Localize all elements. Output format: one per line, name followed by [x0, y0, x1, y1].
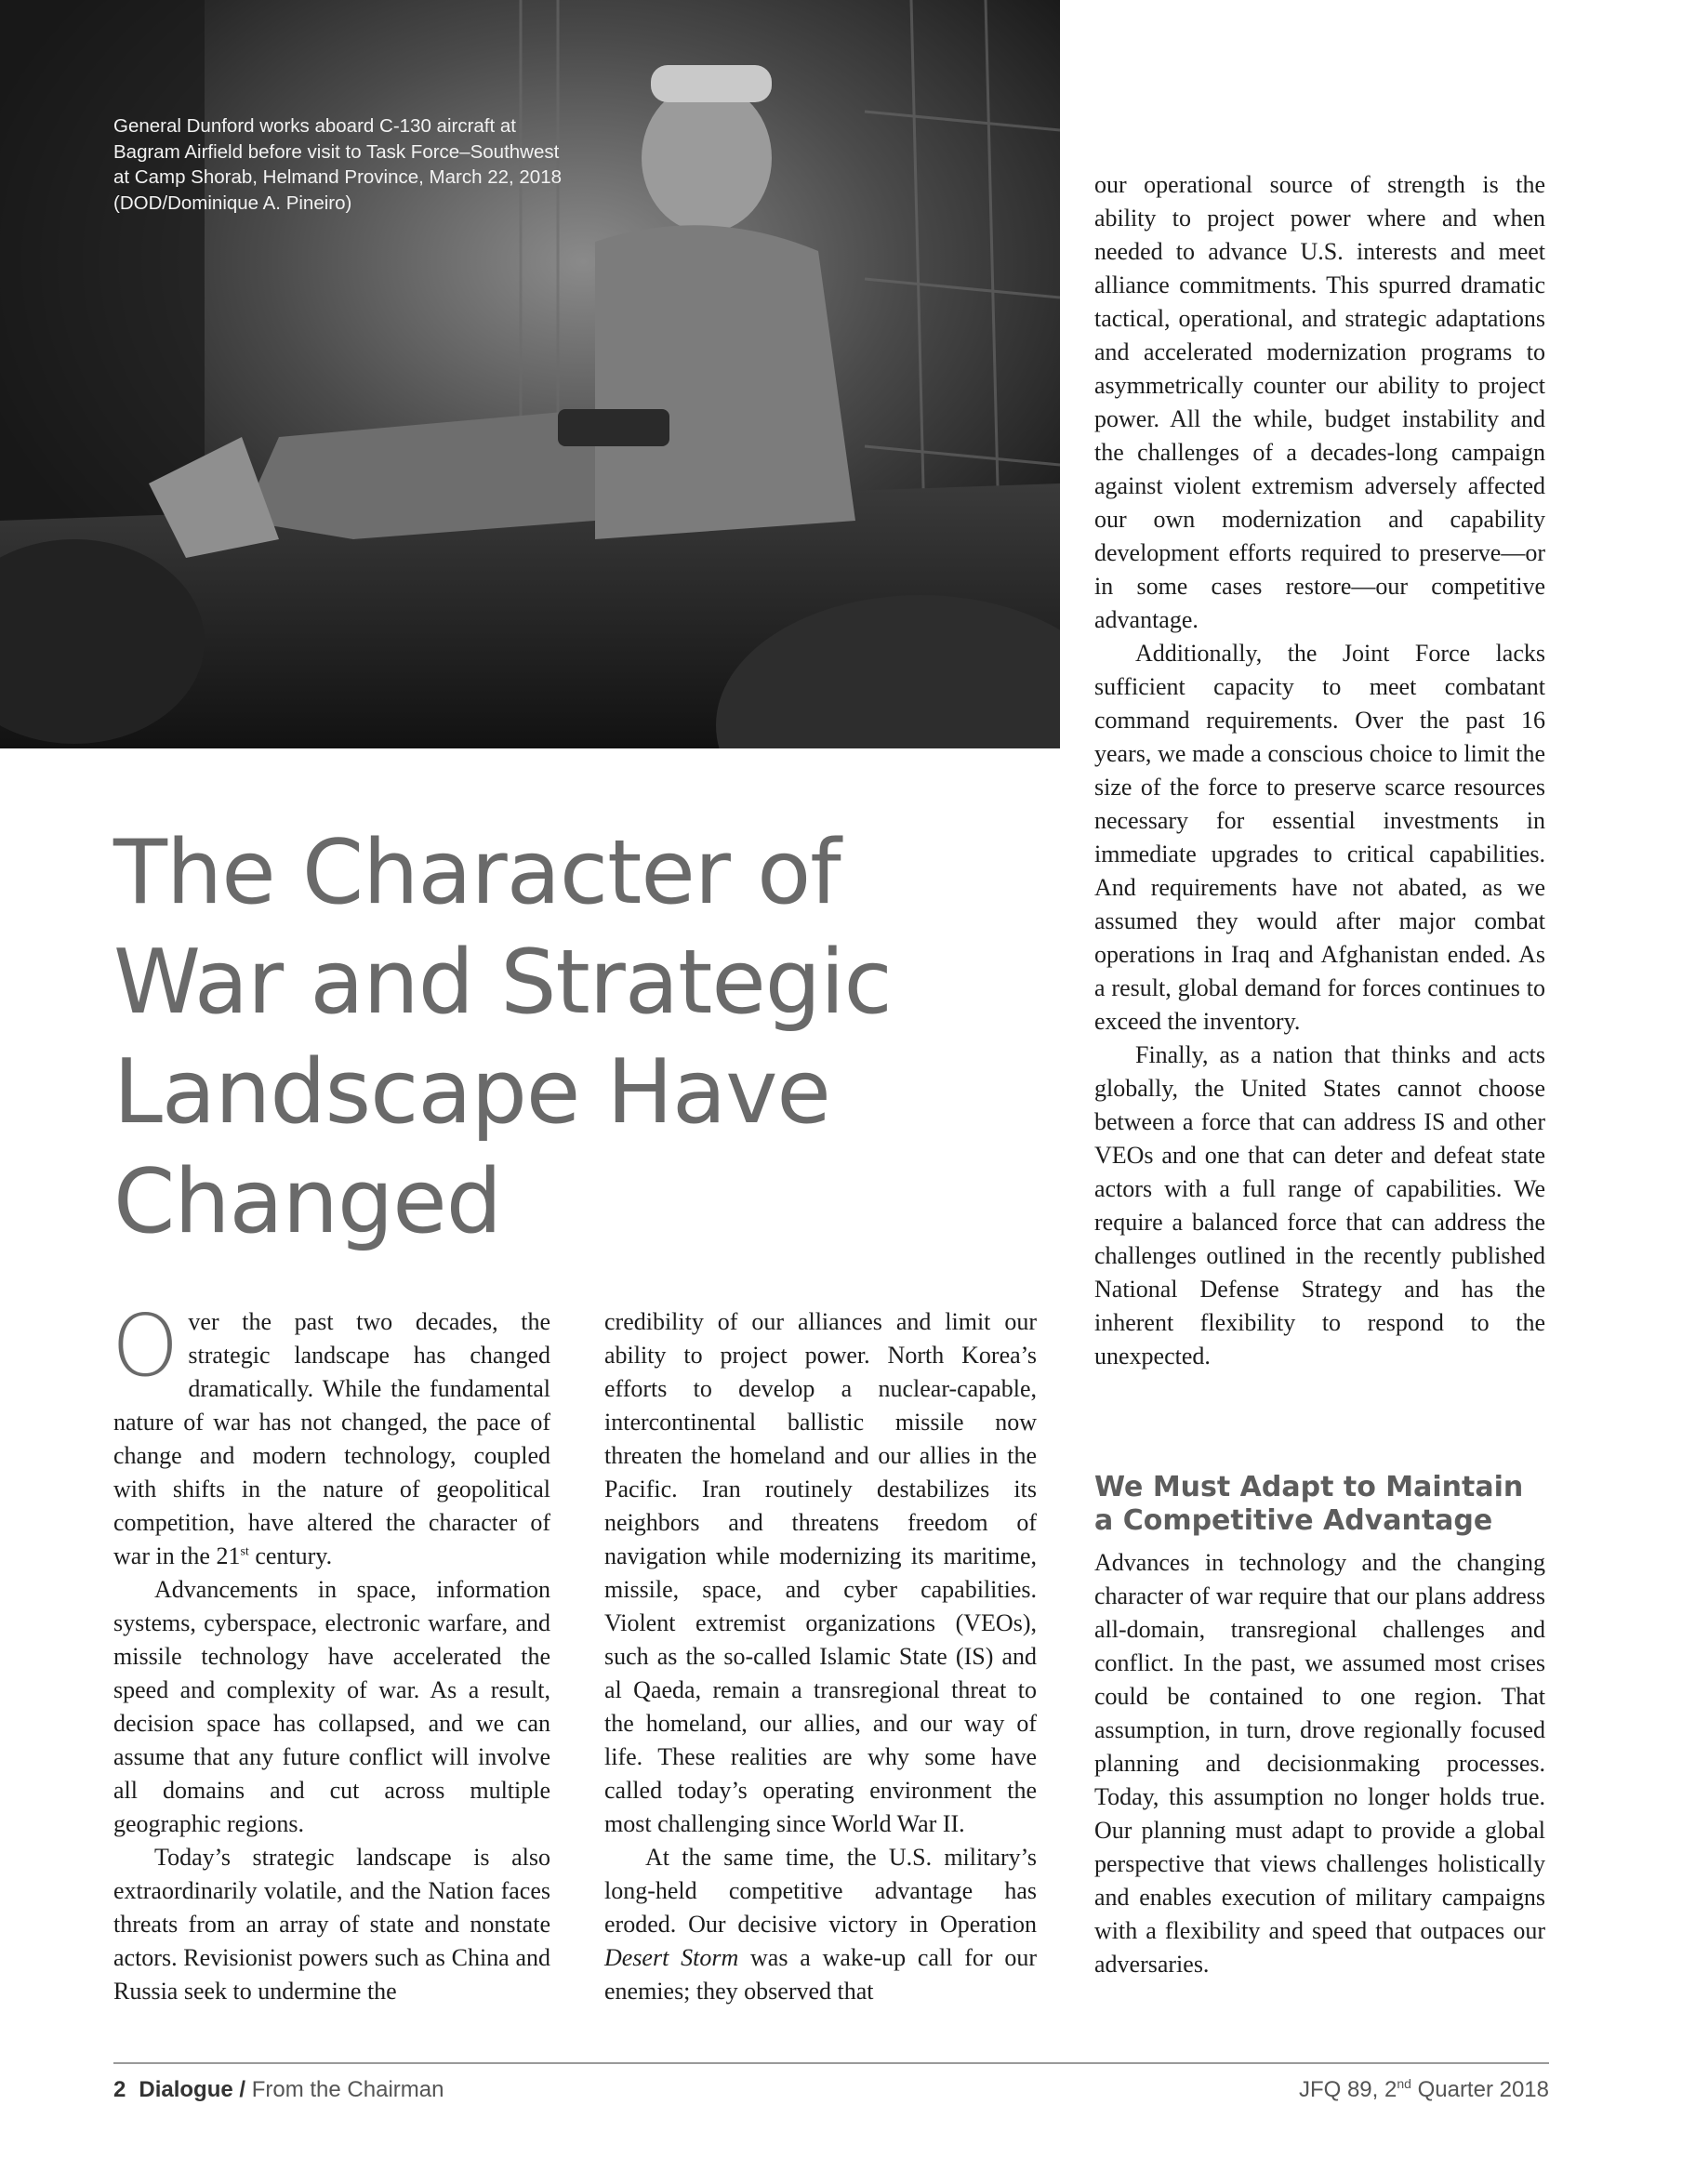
paragraph: Today’s strategic landscape is also extraordinarily volatile, and the Nation faces threats from an array of state and nonstate actors. Revisionist powers such as China and Russia seek to undermine the [113, 1844, 550, 2005]
title-line: Landscape Have [113, 1041, 830, 1144]
paragraph: Finally, as a nation that thinks and acts globally, the United States cannot choose between a force that can address IS and other VEOs and one that can deter and defeat state actors with a full range of capabilities. We require a balanced force that can address the challenges outlined in the recently published National Defense Strategy and has the inherent flexibility to respond to the unexpected. [1094, 1041, 1545, 1370]
photo-illustration [0, 0, 1060, 748]
page-number: 2 [113, 2077, 126, 2102]
paragraph: credibility of our alliances and limit our ability to project power. North Korea’s efforts to develop a nuclear-capable, intercontinental ballistic missile now threaten the homeland and our allies in the Pacific. Iran routinely destabilizes its neighbors and threatens freedom of navigation while modernizing its maritime, missile, space, and cyber capabilities. Violent extremist organizations (VEOs), such as the so-called Islamic State (IS) and al Qaeda, remain a transregional threat to the homeland, our allies, and our way of life. These realities are why some have called today’s operating environment the most challenging since World War II. [604, 1308, 1037, 1837]
paragraph-text: ver the past two decades, the strategic landscape has changed dramatically. While the fundamental nature of war has not changed, the pace of change and modern technology, coupled with shifts in the nature of geopolitical competition, have altered the character of war in the 21 [113, 1308, 550, 1569]
footer-divider [113, 2062, 1549, 2064]
body-column-1 [112, 1296, 550, 2008]
paragraph [604, 1841, 1037, 2008]
paragraph: Advancements in space, information systems, cyberspace, electronic warfare, and missile technology have accelerated the speed and complexity of war. As a result, decision space has collapsed, and we can assume that any future conflict will involve all domains and cut across multiple geographic regions. [113, 1576, 550, 1837]
paragraph-text: century. [248, 1542, 333, 1569]
drop-cap: O [112, 1296, 179, 1396]
italic-term: Desert Storm [604, 1944, 739, 1971]
heading-line: We Must Adapt to Maintain [1094, 1471, 1524, 1503]
title-line: Changed [113, 1151, 502, 1253]
superscript: st [240, 1544, 249, 1559]
journal-issue-suffix: Quarter 2018 [1410, 2077, 1549, 2102]
body-column-3 [1094, 168, 1545, 1373]
paragraph: our operational source of strength is the ability to project power where and when needed to advance U.S. interests and meet alliance commitments. This spurred dramatic tactical, operational, and strategic adaptations and accelerated modernization programs to asymmetrically counter our ability to project power. All the while, budget instability and the challenges of a decades-long campaign against violent extremism adversely affected our own modernization and capability development efforts required to preserve—or in some cases restore—our competitive advantage. [1094, 171, 1545, 633]
superscript: nd [1397, 2076, 1411, 2091]
photo-caption: General Dunford works aboard C-130 aircraft at Bagram Airfield before visit to Task Force–Southwest at Camp Shorab, Helmand Province, March 22, 2018 (DOD/Dominique A. Pineiro) [113, 115, 563, 214]
heading-line: a Competitive Advantage [1094, 1504, 1493, 1537]
title-line: War and Strategic [113, 932, 892, 1034]
footer-journal-info [1299, 2077, 1549, 2103]
paragraph-text: was a wake-up call for our enemies; they observed that [604, 1944, 1037, 2005]
cover-photo [0, 0, 1060, 748]
section-name: Dialogue / [139, 2077, 246, 2102]
paragraph: Advances in technology and the changing character of war require that our plans address all-domain, transregional challenges and conflict. In the past, we assumed most crises could be contained to one region. That assumption, in turn, drove regionally focused planning and decisionmaking processes. Today, this assumption no longer holds true. Our planning must adapt to provide a global perspective that views challenges holistically and enables execution of military campaigns with a flexibility and speed that outpaces our adversaries. [1094, 1549, 1545, 1978]
title-line: The Character of [113, 822, 841, 924]
journal-issue: JFQ 89, 2 [1298, 2077, 1397, 2102]
footer-left [113, 2077, 444, 2103]
article-title [113, 818, 950, 1257]
paragraph [112, 1296, 550, 1573]
paragraph: Additionally, the Joint Force lacks sufficient capacity to meet combatant command requirements. Over the past 16 years, we made a conscious choice to limit the size of the force to preserve scarce resources necessary for essential investments in immediate upgrades to critical capabilities. And requirements have not abated, as we assumed they would after major combat operations in Iraq and Afghanistan ended. As a result, global demand for forces continues to exceed the inventory. [1094, 640, 1545, 1035]
body-column-2 [604, 1305, 1037, 2008]
paragraph-text: At the same time, the U.S. military’s long-held competitive advantage has eroded. Our decisive victory in Operation [604, 1844, 1037, 1938]
subsection-name: From the Chairman [251, 2077, 444, 2102]
body-column-3-continued [1094, 1546, 1545, 1981]
section-heading [1094, 1471, 1559, 1538]
